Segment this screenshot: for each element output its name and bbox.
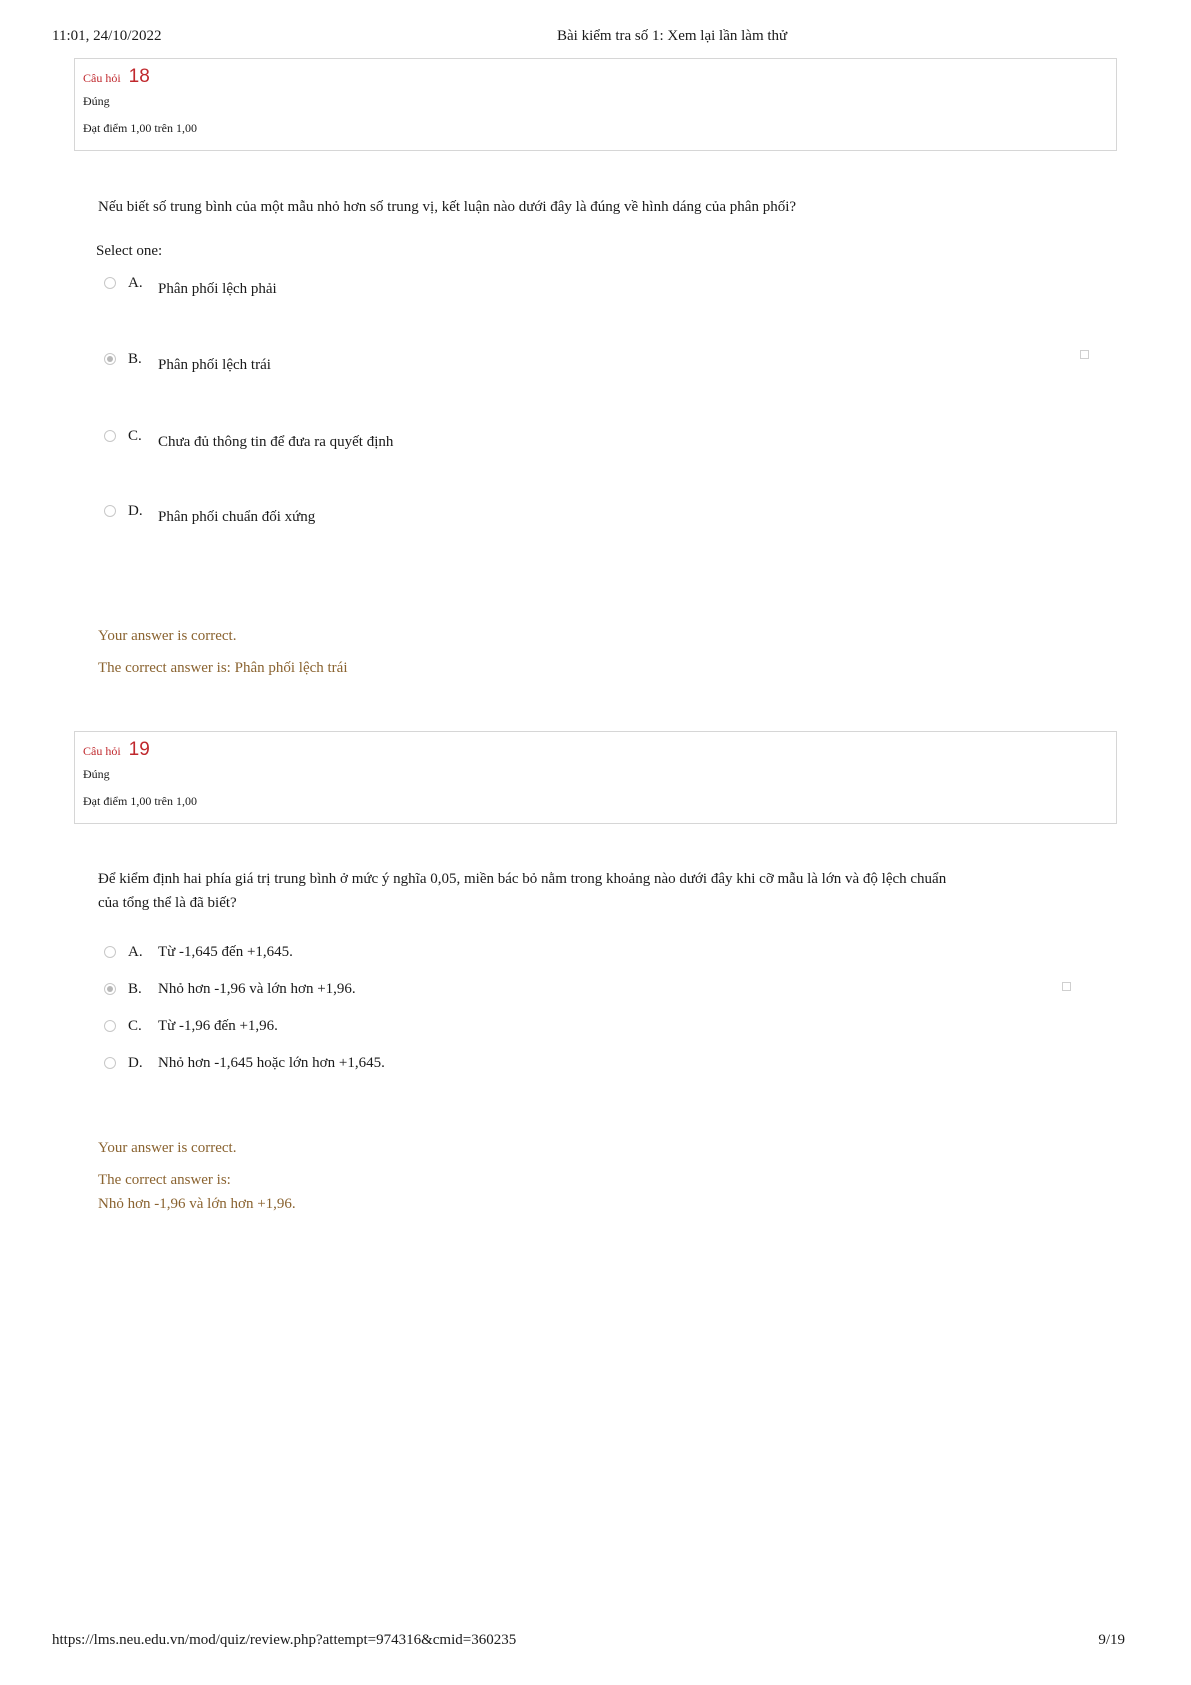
question-state: Đúng [83, 767, 110, 781]
page-title: Bài kiểm tra số 1: Xem lại lần làm thử [557, 28, 788, 44]
radio-button[interactable] [104, 1057, 116, 1069]
radio-button-checked[interactable] [104, 353, 116, 365]
question-grade: Đạt điểm 1,00 trên 1,00 [83, 121, 197, 135]
radio-button[interactable] [104, 505, 116, 517]
radio-button[interactable] [104, 1020, 116, 1032]
question-info-18 [74, 58, 1117, 151]
print-datetime: 11:01, 24/10/2022 [52, 28, 162, 44]
feedback-correct-19: Your answer is correct. [98, 1140, 237, 1156]
correct-answer-label-19: The correct answer is: [98, 1172, 231, 1188]
question-text-19: Để kiểm định hai phía giá trị trung bình ở mức ý nghĩa 0,05, miền bác bỏ nằm trong khoảng nào dưới đây khi cỡ mẫu là lớn và độ lệch chuẩn của tổng thể là đã biết? [98, 871, 947, 911]
radio-button[interactable] [104, 946, 116, 958]
page-number: 9/19 [1098, 1632, 1125, 1648]
question-state: Đúng [83, 94, 110, 108]
question-text-18: Nếu biết số trung bình của một mẫu nhỏ hơn số trung vị, kết luận nào dưới đây là đúng về hình dáng của phân phối? [98, 199, 797, 215]
question-info-19 [74, 731, 1117, 824]
correct-answer-value-19: Nhỏ hơn -1,96 và lớn hơn +1,96. [98, 1196, 296, 1212]
radio-button[interactable] [104, 277, 116, 289]
feedback-correct-18: Your answer is correct. [98, 628, 237, 644]
flag-checkbox-icon[interactable] [1062, 982, 1071, 991]
select-one-prompt: Select one: [96, 243, 163, 259]
print-header [52, 28, 1139, 52]
radio-button-checked[interactable] [104, 983, 116, 995]
radio-button[interactable] [104, 430, 116, 442]
flag-checkbox-icon[interactable] [1080, 350, 1089, 359]
question-number: Câu hỏi 19 [83, 739, 150, 760]
correct-answer-18: The correct answer is: Phân phối lệch trái [98, 660, 348, 676]
question-number: Câu hỏi 18 [83, 66, 150, 87]
page-url: https://lms.neu.edu.vn/mod/quiz/review.php?attempt=974316&cmid=360235 [52, 1632, 517, 1648]
question-grade: Đạt điểm 1,00 trên 1,00 [83, 794, 197, 808]
